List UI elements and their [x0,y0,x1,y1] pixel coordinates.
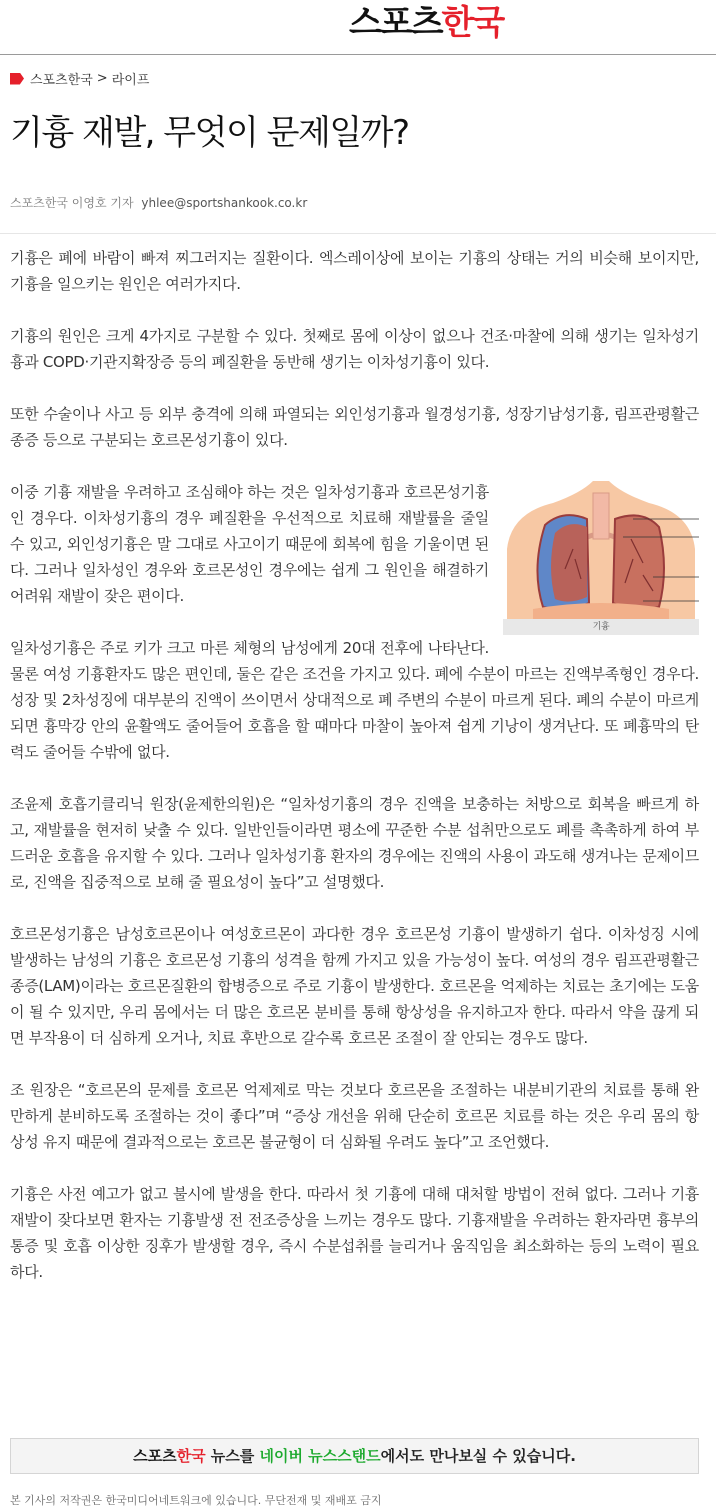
article-figure [503,479,699,635]
paragraph-4: 이중 기흉 재발을 우려하고 조심해야 하는 것은 일차성기흉과 호르몬성기흉인 경우다. 이차성기흉의 경우 폐질환을 우선적으로 치료해 재발률을 줄일 수 있고, 외인성기흉은 말 그대로 사고이기 때문에 회복에 힘을 기울이면 된다. 그러나 일차성인 경우와 호르몬성인 경우에는 쉽게 그 원인을 해결하기 어려워 재발이 잦은 편이다. [10,483,489,605]
site-logo[interactable]: 스포츠한국 [349,3,504,43]
paragraph-1: 기흉은 폐에 바람이 빠져 찌그러지는 질환이다. 엑스레이상에 보이는 기흉의 상태는 거의 비슷해 보이지만, 기흉을 일으키는 원인은 여러가지다. [10,249,699,293]
breadcrumb-separator: > [96,71,108,86]
article-title: 기흉 재발, 무엇이 문제일까? [10,113,409,153]
paragraph-9: 기흉은 사전 예고가 없고 불시에 발생을 한다. 따라서 첫 기흉에 대해 대처할 방법이 전혀 없다. 그러나 기흉 재발이 잦다보면 환자는 기흉발생 전 전조증상을 느끼는 경우도 많다. 기흉재발을 우려하는 환자라면 흉부의 통증 및 호흡 이상한 징후가 발생할 경우, 즉시 수분섭취를 늘리거나 움직임을 최소화하는 등의 노력이 필요하다. [10,1185,699,1281]
breadcrumb-section[interactable]: 라이프 [111,73,150,88]
site-header [0,0,716,55]
figure-caption: 기흉 [503,619,699,635]
banner-text-2: 에서도 만나보실 수 있습니다. [380,1447,576,1465]
paragraph-6: 조윤제 호흡기클리닉 원장(윤제한의원)은 “일차성기흉의 경우 진액을 보충하는 처방으로 회복을 빠르게 하고, 재발률을 현저히 낮출 수 있다. 일반인들이라면 평소에 꾸준한 수분 섭취만으로도 폐를 촉촉하게 하여 부드러운 호흡을 유지할 수 있다. 그러나 일차성기흉 환자의 경우에는 진액의 사용이 과도해 생겨나는 문제이므로, 진액을 집중적으로 보해 줄 필요성이 높다”고 설명했다. [10,795,699,891]
paragraph-2: 기흉의 원인은 크게 4가지로 구분할 수 있다. 첫째로 몸에 이상이 없으나 건조·마찰에 의해 생기는 일차성기흉과 COPD·기관지확장증 등의 폐질환을 동반해 생기는 이차성기흉이 있다. [10,327,699,371]
article-body [10,245,699,1311]
copyright-notice: 본 기사의 저작권은 한국미디어네트워크에 있습니다. 무단전재 및 재배포 금지 [10,1494,382,1507]
reporter-email[interactable]: yhlee@sportshankook.co.kr [141,196,308,210]
banner-logo-part1: 스포츠 [133,1447,177,1465]
paragraph-7: 호르몬성기흉은 남성호르몬이나 여성호르몬이 과다한 경우 호르몬성 기흉이 발생하기 쉽다. 이차성징 시에 발생하는 남성의 기흉은 호르몬성 기흉의 성격을 함께 가지고 있을 가능성이 높다. 여성의 경우 림프관평활근종증(LAM)이라는 호르몬질환의 합병증으로 주로 기흉이 발생한다. 호르몬을 억제하는 치료는 초기에는 도움이 될 수 있지만, 우리 몸에서는 더 많은 호르몬 분비를 통해 항상성을 유지하고자 한다. 따라서 약을 끊게 되면 부작용이 더 심하게 오거나, 치료 후반으로 갈수록 호르몬 조절이 잘 안되는 경우도 많다. [10,925,699,1047]
breadcrumb-home[interactable]: 스포츠한국 [30,73,93,88]
banner-logo-part2: 한국 [176,1447,206,1465]
paragraph-3: 또한 수술이나 사고 등 외부 충격에 의해 파열되는 외인성기흉과 월경성기흉, 성장기남성기흉, 림프관평활근종증 등으로 구분되는 호르몬성기흉이 있다. [10,405,699,449]
newsstand-banner[interactable] [10,1438,699,1474]
banner-text-1: 뉴스를 [205,1447,260,1465]
paragraph-8: 조 원장은 “호르몬의 문제를 호르몬 억제제로 막는 것보다 호르몬을 조절하는 내분비기관의 치료를 통해 완만하게 분비하도록 조절하는 것이 좋다”며 “증상 개선을 위해 단순히 호르몬 치료를 하는 것은 우리 몸의 항상성 유지 때문에 결과적으로는 호르몬 불균형이 더 심화될 우려도 높다”고 조언했다. [10,1081,699,1151]
divider [0,233,716,234]
paragraph-5: 일차성기흉은 주로 키가 크고 마른 체형의 남성에게 20대 전후에 나타난다. 물론 여성 기흉환자도 많은 편인데, 둘은 같은 조건을 가지고 있다. 폐에 수분이 마르는 진액부족형인 경우다. 성장 및 2차성징에 대부분의 진액이 쓰이면서 상대적으로 폐 주변의 수분이 마르게 된다. 폐의 수분이 마르게 되면 흉막강 안의 윤활액도 줄어들어 호흡을 할 때마다 마찰이 높아져 쉽게 기낭이 생겨난다. 또 폐흉막의 탄력도 줄어들 수밖에 없다. [10,639,699,761]
naver-newsstand-link[interactable]: 네이버 뉴스스탠드 [259,1447,381,1465]
byline [10,194,307,211]
breadcrumb [10,69,149,88]
lung-illustration [503,479,699,619]
byline-reporter: 스포츠한국 이영호 기자 [10,196,134,210]
section-flag-icon [10,73,24,85]
